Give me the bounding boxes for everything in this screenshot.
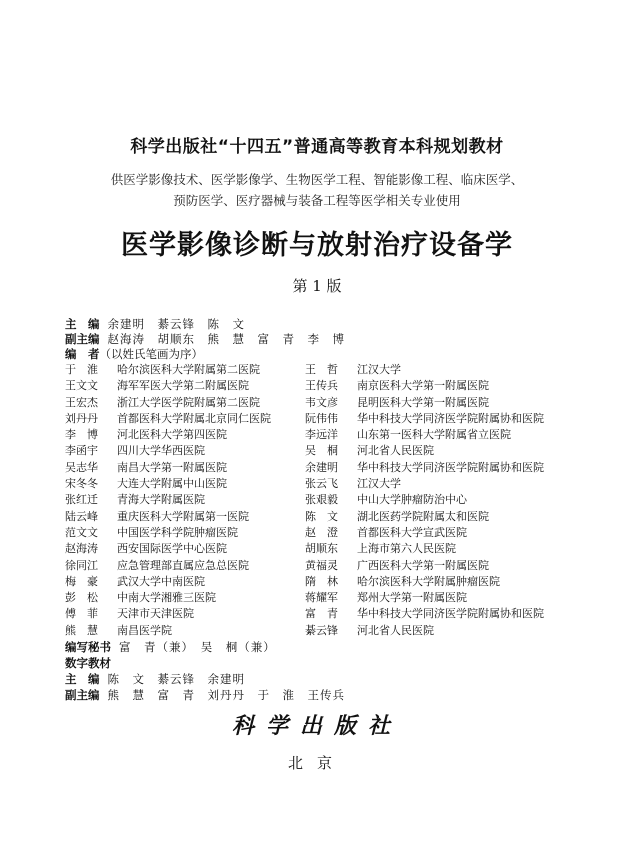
secretary-label: 编写秘书 (65, 640, 111, 654)
digital-heading-row (65, 656, 111, 671)
digital-chief-names: 陈 文 綦云锋 余建明 (107, 672, 245, 686)
author-name: 吴 桐 (305, 444, 338, 458)
author-affiliation: 上海市第六人民医院 (357, 542, 456, 556)
author-name: 隋 林 (305, 574, 338, 588)
author-name: 刘丹丹 (65, 411, 98, 425)
author-name: 王 哲 (305, 363, 338, 376)
author-affiliation: 海军军医大学第二附属医院 (117, 379, 249, 393)
author-name: 赵海涛 (65, 542, 98, 556)
author-affiliation: 南京医科大学第一附属医院 (357, 379, 489, 393)
digital-heading: 数字教材 (65, 656, 111, 670)
author-affiliation: 郑州大学第一附属医院 (357, 591, 467, 605)
author-affiliation: 西安国际医学中心医院 (117, 542, 227, 556)
digital-chief-label: 主 编 (65, 672, 100, 686)
author-name: 余建明 (305, 460, 338, 474)
secretary-names: 富 青（兼） 吴 桐（兼） (119, 640, 276, 654)
author-affiliation: 山东第一医科大学附属省立医院 (357, 428, 511, 442)
digital-deputy-names: 熊 慧 富 青 刘丹丹 于 淮 王传兵 (107, 688, 345, 702)
author-affiliation: 中国医学科学院肿瘤医院 (117, 525, 238, 539)
author-name: 王文文 (65, 379, 98, 393)
author-affiliation: 天津市天津医院 (117, 607, 194, 621)
author-affiliation: 江汉大学 (357, 477, 401, 491)
series-title: 科学出版社“十四五”普通高等教育本科规划教材 (130, 137, 504, 157)
usage-line-2: 预防医学、医疗器械与装备工程等医学相关专业使用 (173, 193, 461, 208)
author-name: 綦云锋 (305, 623, 338, 637)
publisher-name: 科学出版社 (231, 713, 402, 739)
author-name: 陈 文 (305, 509, 338, 523)
author-name: 宋冬冬 (65, 477, 98, 491)
author-affiliation: 重庆医科大学附属第一医院 (117, 509, 249, 523)
author-name: 富 青 (305, 607, 338, 621)
author-name: 张艰毅 (305, 493, 338, 507)
author-name: 张云飞 (305, 477, 338, 491)
chief-editor-names: 余建明 綦云锋 陈 文 (107, 317, 245, 331)
author-name: 梅 豪 (65, 574, 98, 588)
edition: 第 1 版 (292, 277, 342, 295)
author-affiliation: 河北省人民医院 (357, 444, 434, 458)
author-affiliation: 首都医科大学附属北京同仁医院 (117, 411, 271, 425)
author-name: 于 淮 (65, 363, 98, 376)
author-name: 熊 慧 (65, 623, 98, 637)
author-name: 范文文 (65, 525, 98, 539)
chief-editor-label: 主 编 (65, 317, 100, 331)
author-name: 王宏杰 (65, 395, 98, 409)
author-affiliation: 首都医科大学宣武医院 (357, 525, 467, 539)
authors-label: 编 者 (65, 347, 100, 361)
author-affiliation: 华中科技大学同济医学院附属协和医院 (357, 411, 544, 425)
author-name: 李 博 (65, 428, 98, 442)
author-name: 李远洋 (305, 428, 338, 442)
author-name: 胡顺东 (305, 542, 338, 556)
author-affiliation: 湖北医药学院附属太和医院 (357, 509, 489, 523)
author-name: 傅 菲 (65, 607, 98, 621)
authors-heading-row (65, 347, 203, 362)
author-affiliation: 青海大学附属医院 (117, 493, 205, 507)
author-name: 黄福灵 (305, 558, 338, 572)
author-name: 李函宇 (65, 444, 98, 458)
deputy-editor-names: 赵海涛 胡顺东 熊 慧 富 青 李 博 (107, 332, 345, 346)
author-affiliation: 华中科技大学同济医学院附属协和医院 (357, 607, 544, 621)
author-name: 韦文彦 (305, 395, 338, 409)
author-affiliation: 昆明医科大学第一附属医院 (357, 395, 489, 409)
author-affiliation: 河北省人民医院 (357, 623, 434, 637)
usage-line-1: 供医学影像技术、医学影像学、生物医学工程、智能影像工程、临床医学、 (110, 172, 524, 187)
author-name: 赵 澄 (305, 525, 338, 539)
author-affiliation: 江汉大学 (357, 363, 401, 376)
author-affiliation: 哈尔滨医科大学附属肿瘤医院 (357, 574, 500, 588)
author-affiliation: 南昌大学第一附属医院 (117, 460, 227, 474)
author-affiliation: 应急管理部直属应急总医院 (117, 558, 249, 572)
author-affiliation: 哈尔滨医科大学附属第二医院 (117, 363, 260, 376)
deputy-editor-label: 副主编 (65, 332, 100, 346)
author-affiliation: 四川大学华西医院 (117, 444, 205, 458)
author-affiliation: 华中科技大学同济医学院附属协和医院 (357, 460, 544, 474)
chief-editor-row (65, 317, 245, 332)
publisher-city: 北京 (287, 754, 346, 772)
author-affiliation: 浙江大学医学院附属第二医院 (117, 395, 260, 409)
author-name: 陆云峰 (65, 509, 98, 523)
author-name: 张红迁 (65, 493, 98, 507)
author-affiliation: 武汉大学中南医院 (117, 574, 205, 588)
author-name: 吴志华 (65, 460, 98, 474)
digital-deputy-label: 副主编 (65, 688, 100, 702)
author-affiliation: 河北医科大学第四医院 (117, 428, 227, 442)
book-title: 医学影像诊断与放射治疗设备学 (121, 230, 513, 261)
author-affiliation: 广西医科大学第一附属医院 (357, 558, 489, 572)
author-affiliation: 大连大学附属中山医院 (117, 477, 227, 491)
author-affiliation: 中南大学湘雅三医院 (117, 591, 216, 605)
digital-deputy-row (65, 688, 345, 703)
author-name: 蒋耀军 (305, 591, 338, 605)
author-name: 徐同江 (65, 558, 98, 572)
authors-note: （以姓氏笔画为序） (99, 347, 203, 361)
author-name: 王传兵 (305, 379, 338, 393)
deputy-editor-row (65, 332, 345, 347)
author-affiliation: 中山大学肿瘤防治中心 (357, 493, 467, 507)
digital-chief-row (65, 672, 245, 687)
author-name: 阮伟伟 (305, 411, 338, 425)
secretary-row (65, 640, 276, 655)
author-affiliation: 南昌医学院 (117, 623, 172, 637)
author-name: 彭 松 (65, 591, 98, 605)
